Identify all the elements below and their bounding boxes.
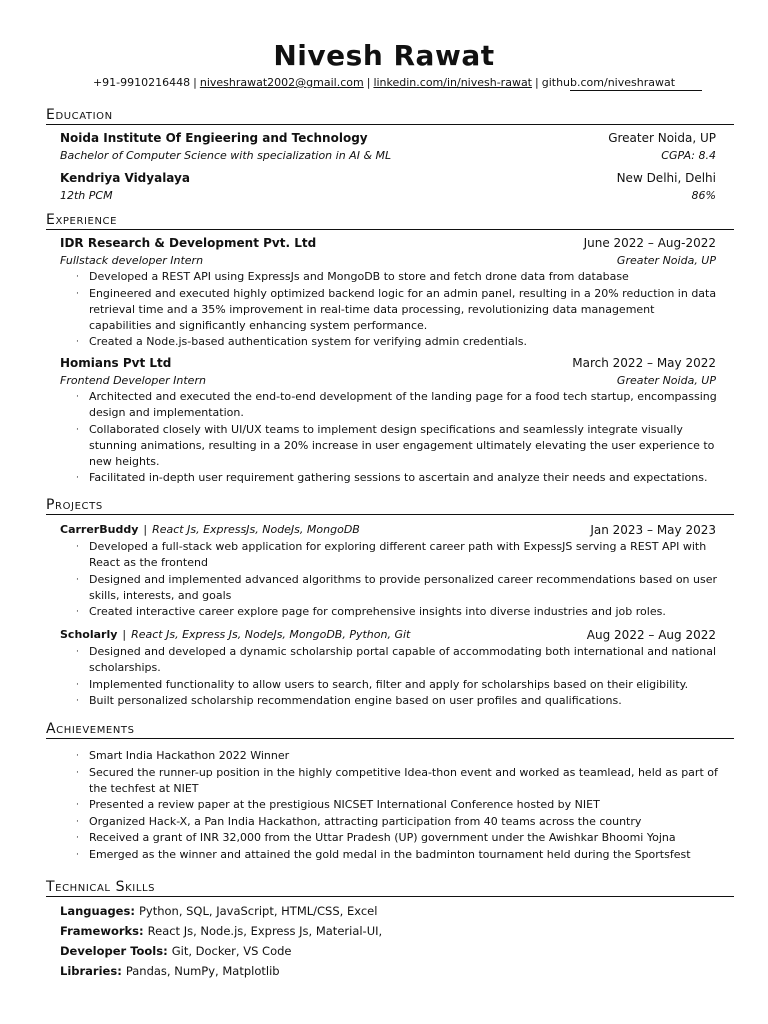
score: 86% bbox=[691, 189, 716, 202]
experience-bullets bbox=[60, 389, 720, 487]
skill-value: React Js, Node.js, Express Js, Material-UI, bbox=[147, 924, 383, 938]
bullet-marker: · bbox=[76, 647, 79, 657]
separator: | bbox=[143, 523, 148, 536]
list-item: · Created a Node.js-based authentication system for verifying admin credentials. bbox=[76, 335, 528, 348]
bullet-marker: · bbox=[76, 392, 79, 402]
separator: | bbox=[122, 628, 127, 641]
skill-row: Languages: Python, SQL, JavaScript, HTML/CSS, Excel bbox=[60, 904, 378, 918]
email-link[interactable]: niveshrawat2002@gmail.com bbox=[199, 76, 364, 89]
contact-line bbox=[0, 75, 768, 90]
skill-label: Frameworks bbox=[60, 924, 140, 938]
project-title: Scholarly | React Js, Express Js, NodeJs, MongoDB, Python, Git bbox=[60, 628, 411, 641]
list-item: · Developed a REST API using ExpressJs and MongoDB to store and fetch drone data from database bbox=[76, 270, 629, 283]
project-dates: Jan 2023 – May 2023 bbox=[590, 523, 716, 537]
list-item: · Engineered and executed highly optimized backend logic for an admin panel, resulting in a 20% reduction in data retrieval time and a 35% improvement in real-time data processing, revolutionizing data management capabilities and significantly enhancing system performance. bbox=[76, 286, 717, 332]
bullet-marker: · bbox=[76, 607, 79, 617]
skill-value: Git, Docker, VS Code bbox=[171, 944, 292, 958]
skills-list bbox=[60, 903, 720, 983]
company-name: Homians Pvt Ltd bbox=[60, 356, 172, 370]
list-item: · Facilitated in-depth user requirement gathering sessions to ascertain and analyze their needs and expectations. bbox=[76, 471, 708, 484]
bullet-marker: · bbox=[76, 473, 79, 483]
experience-entry bbox=[60, 355, 716, 371]
experience-bullets bbox=[60, 269, 720, 351]
project-bullets bbox=[60, 539, 720, 621]
bullet-marker: · bbox=[76, 288, 79, 299]
separator: | bbox=[193, 76, 197, 89]
score: CGPA: 8.4 bbox=[661, 149, 716, 162]
job-location: Greater Noida, UP bbox=[616, 374, 716, 387]
institution-name: Noida Institute Of Engieering and Technology bbox=[60, 131, 368, 145]
list-item: · Secured the runner-up position in the highly competitive Idea-thon event and worked as teamlead, held as part of the techfest at NIET bbox=[76, 765, 718, 795]
bullet-marker: · bbox=[76, 833, 79, 843]
project-tech: React Js, Express Js, NodeJs, MongoDB, Python, Git bbox=[131, 628, 411, 641]
list-item: · Received a grant of INR 32,000 from the Uttar Pradesh (UP) government under the Awishkar Bhoomi Yojna bbox=[76, 831, 676, 844]
project-title: CarrerBuddy | React Js, ExpressJs, NodeJs, MongoDB bbox=[60, 523, 360, 536]
project-entry bbox=[60, 627, 716, 643]
project-dates: Aug 2022 – Aug 2022 bbox=[586, 628, 716, 642]
phone-number: +91-9910216448 bbox=[92, 76, 191, 89]
list-item: · Presented a review paper at the prestigious NICSET International Conference hosted by NIET bbox=[76, 798, 600, 811]
institution-location: New Delhi, Delhi bbox=[616, 171, 716, 185]
bullet-marker: · bbox=[76, 272, 79, 282]
list-item: · Smart India Hackathon 2022 Winner bbox=[76, 749, 290, 762]
bullet-marker: · bbox=[76, 767, 79, 778]
institution-location: Greater Noida, UP bbox=[608, 131, 716, 145]
list-item: · Emerged as the winner and attained the gold medal in the badminton tournament held during the Sportsfest bbox=[76, 847, 691, 861]
skill-row: Frameworks: React Js, Node.js, Express Js, Material-UI, bbox=[60, 924, 383, 938]
degree: 12th PCM bbox=[60, 189, 113, 202]
institution-name: Kendriya Vidyalaya bbox=[60, 171, 190, 185]
experience-entry bbox=[60, 235, 716, 251]
job-role: Fullstack developer Intern bbox=[60, 254, 204, 267]
skill-row: Libraries: Pandas, NumPy, Matplotlib bbox=[60, 964, 280, 978]
bullet-marker: · bbox=[76, 849, 79, 860]
education-detail bbox=[60, 148, 716, 164]
experience-detail bbox=[60, 373, 716, 389]
company-name: IDR Research & Development Pvt. Ltd bbox=[60, 236, 317, 250]
education-entry bbox=[60, 170, 716, 186]
list-item: · Designed and implemented advanced algorithms to provide personalized career recommendations based on user skills, interests, and goals bbox=[76, 572, 718, 602]
achievements-heading: Achievements bbox=[46, 721, 734, 739]
experience-detail bbox=[60, 253, 716, 269]
education-heading: Education bbox=[46, 107, 734, 125]
separator: | bbox=[535, 76, 539, 89]
bullet-marker: · bbox=[76, 574, 79, 585]
education-entry bbox=[60, 130, 716, 146]
education-detail bbox=[60, 188, 716, 204]
project-entry bbox=[60, 522, 716, 538]
experience-dates: June 2022 – Aug-2022 bbox=[583, 236, 716, 250]
list-item: · Implemented functionality to allow users to search, filter and apply for scholarships based on their eligibility. bbox=[76, 677, 689, 691]
list-item: · Developed a full-stack web application for exploring different career path with ExpessJS serving a REST API with React as the frontend bbox=[76, 540, 707, 569]
separator: | bbox=[366, 76, 371, 89]
candidate-name: Nivesh Rawat bbox=[273, 39, 495, 72]
list-item: · Built personalized scholarship recommendation engine based on user profiles and qualifications. bbox=[76, 694, 622, 707]
project-tech: React Js, ExpressJs, NodeJs, MongoDB bbox=[152, 523, 360, 536]
experience-dates: March 2022 – May 2022 bbox=[572, 356, 716, 370]
skill-label: Languages bbox=[60, 904, 131, 918]
bullet-marker: · bbox=[76, 816, 79, 827]
skill-value: Python, SQL, JavaScript, HTML/CSS, Excel bbox=[138, 904, 378, 918]
list-item: · Designed and developed a dynamic scholarship portal capable of accommodating both international and national scholarships. bbox=[76, 645, 717, 674]
list-item: · Organized Hack-X, a Pan India Hackathon, attracting participation from 40 teams across the country bbox=[76, 814, 642, 828]
github-underline bbox=[570, 90, 702, 91]
experience-heading: Experience bbox=[46, 212, 734, 230]
skill-label: Libraries bbox=[60, 964, 118, 978]
skills-heading: Technical Skills bbox=[46, 879, 734, 897]
job-location: Greater Noida, UP bbox=[616, 254, 716, 267]
job-role: Frontend Developer Intern bbox=[60, 374, 206, 387]
linkedin-link[interactable]: linkedin.com/in/nivesh-rawat bbox=[373, 76, 532, 89]
bullet-marker: · bbox=[76, 337, 79, 347]
list-item: · Created interactive career explore page for comprehensive insights into diverse industries and job roles. bbox=[76, 605, 666, 618]
bullet-marker: · bbox=[76, 542, 79, 552]
list-item: · Collaborated closely with UI/UX teams to implement design specifications and seamlessly integrate visually stunning animations, resulting in a 20% increase in user engagement ultimately elevating the user experience to new heights. bbox=[76, 422, 715, 468]
bullet-marker: · bbox=[76, 679, 79, 690]
bullet-marker: · bbox=[76, 800, 79, 810]
project-bullets bbox=[60, 644, 720, 710]
projects-heading: Projects bbox=[46, 497, 734, 515]
github-link[interactable]: github.com/niveshrawat bbox=[541, 76, 676, 89]
bullet-marker: · bbox=[76, 424, 79, 435]
achievement-bullets bbox=[60, 748, 720, 863]
skill-value: Pandas, NumPy, Matplotlib bbox=[125, 964, 280, 978]
skill-label: Developer Tools bbox=[60, 944, 164, 958]
skill-row: Developer Tools: Git, Docker, VS Code bbox=[60, 944, 292, 958]
bullet-marker: · bbox=[76, 696, 79, 706]
list-item: · Architected and executed the end-to-end development of the landing page for a food tech startup, encompassing design and implementation. bbox=[76, 390, 717, 419]
bullet-marker: · bbox=[76, 751, 79, 761]
degree: Bachelor of Computer Science with specialization in AI & ML bbox=[60, 149, 392, 162]
